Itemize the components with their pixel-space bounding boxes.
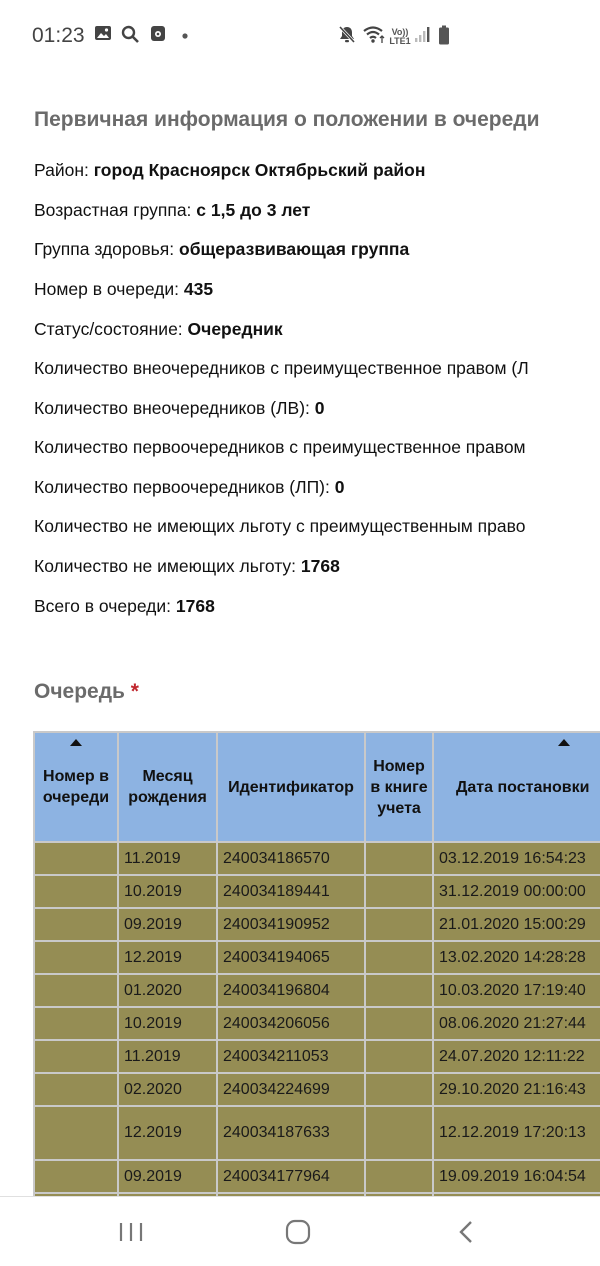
cell-queue-number (34, 974, 118, 1007)
cell-queue-number (34, 842, 118, 875)
info-value: город Красноярск Октябрьский район (93, 160, 426, 180)
table-row[interactable] (34, 1073, 600, 1106)
cell-identifier: 240034211053 (217, 1040, 365, 1073)
cell-identifier: 240034194065 (217, 941, 365, 974)
cell-book-number (365, 1160, 433, 1193)
cell-birth-month: 12.2019 (118, 941, 217, 974)
cell-birth-month: 01.2020 (118, 974, 217, 1007)
info-label: Номер в очереди: (34, 279, 184, 299)
cell-registration-date: 10.03.2020 17:19:40 (433, 974, 600, 1007)
column-header-label: Месяц рождения (128, 768, 207, 806)
table-row[interactable] (34, 1160, 600, 1193)
info-value: с 1,5 до 3 лет (196, 200, 311, 220)
info-row-lp-count (34, 477, 344, 498)
required-mark: * (130, 680, 139, 703)
cell-registration-date: 21.01.2020 15:00:29 (433, 908, 600, 941)
info-row-health-group (34, 239, 409, 260)
info-label: Район: (34, 160, 94, 180)
wifi-icon (362, 25, 386, 44)
info-row-lv-count (34, 398, 324, 419)
cell-birth-month: 12.2019 (118, 1106, 217, 1160)
cell-queue-number (34, 1040, 118, 1073)
cell-registration-date: 31.12.2019 00:00:00 (433, 875, 600, 908)
home-icon[interactable] (278, 1217, 318, 1247)
column-header-label: Идентификатор (228, 778, 354, 796)
table-row[interactable] (34, 1007, 600, 1040)
cell-registration-date: 24.07.2020 12:11:22 (433, 1040, 600, 1073)
cell-book-number (365, 908, 433, 941)
cell-queue-number (34, 1073, 118, 1106)
info-row-lv-priority (34, 358, 529, 379)
dot-icon (182, 33, 188, 39)
cell-identifier: 240034206056 (217, 1007, 365, 1040)
signal-icon (414, 25, 432, 43)
cell-book-number (365, 941, 433, 974)
cell-identifier: 240034196804 (217, 974, 365, 1007)
sort-up-icon (70, 739, 82, 746)
table-row[interactable] (34, 974, 600, 1007)
recent-apps-icon[interactable] (111, 1217, 151, 1247)
camera-icon (150, 25, 166, 42)
info-label: Количество первоочередников с преимущественное правом (34, 437, 526, 457)
search-icon (121, 25, 140, 44)
cell-book-number (365, 1040, 433, 1073)
cell-identifier: 240034186570 (217, 842, 365, 875)
cell-queue-number (34, 941, 118, 974)
cell-book-number (365, 1073, 433, 1106)
info-row-total (34, 596, 215, 617)
cell-birth-month: 02.2020 (118, 1073, 217, 1106)
cell-queue-number (34, 875, 118, 908)
info-label: Количество не имеющих льготу с преимущественным право (34, 516, 526, 536)
column-header-queue-number[interactable] (34, 732, 118, 842)
primary-info-title: Первичная информация о положении в очереди (34, 108, 540, 131)
info-value: Очередник (187, 319, 283, 339)
info-value: 0 (314, 398, 325, 418)
cell-registration-date: 19.09.2019 16:04:54 (433, 1160, 600, 1193)
table-row[interactable] (34, 941, 600, 974)
cell-identifier: 240034177964 (217, 1160, 365, 1193)
navigation-bar (0, 1196, 600, 1266)
info-row-no-benefit-count (34, 556, 340, 577)
info-row-lp-priority (34, 437, 526, 458)
image-icon (94, 25, 112, 41)
info-label: Группа здоровья: (34, 239, 179, 259)
info-value: 1768 (175, 596, 215, 616)
info-row-no-benefit-priority (34, 516, 525, 537)
cell-birth-month: 10.2019 (118, 875, 217, 908)
info-row-district (34, 160, 425, 181)
info-label: Возрастная группа: (34, 200, 197, 220)
cell-queue-number (34, 1007, 118, 1040)
info-row-age-group (34, 200, 310, 221)
column-header-label: Номер в книге учета (370, 757, 428, 817)
cell-birth-month: 11.2019 (118, 842, 217, 875)
cell-birth-month: 09.2019 (118, 1160, 217, 1193)
info-label: Статус/состояние: (34, 319, 188, 339)
cell-book-number (365, 1007, 433, 1040)
mute-icon (338, 25, 356, 44)
table-header-row (34, 732, 600, 842)
info-row-queue-number (34, 279, 213, 300)
cell-queue-number (34, 1160, 118, 1193)
column-header-book-number[interactable] (365, 732, 433, 842)
status-time: 01:23 (32, 24, 85, 47)
column-header-identifier[interactable] (217, 732, 365, 842)
cell-queue-number (34, 1106, 118, 1160)
cell-book-number (365, 1106, 433, 1160)
cell-registration-date: 12.12.2019 17:20:13 (433, 1106, 600, 1160)
cell-identifier: 240034189441 (217, 875, 365, 908)
cell-identifier: 240034187633 (217, 1106, 365, 1160)
info-label: Количество внеочередников (ЛВ): (34, 398, 315, 418)
cell-birth-month: 11.2019 (118, 1040, 217, 1073)
status-bar (0, 0, 600, 74)
info-row-status (34, 319, 283, 340)
cell-birth-month: 10.2019 (118, 1007, 217, 1040)
queue-title (34, 680, 139, 704)
column-header-registration-date[interactable] (433, 732, 600, 842)
cell-birth-month: 09.2019 (118, 908, 217, 941)
info-value: общеразвивающая группа (179, 239, 410, 259)
cell-registration-date: 03.12.2019 16:54:23 (433, 842, 600, 875)
table-row[interactable] (34, 1040, 600, 1073)
info-label: Всего в очереди: (34, 596, 176, 616)
column-header-label: Дата постановки (456, 778, 590, 796)
table-row[interactable] (34, 875, 600, 908)
back-icon[interactable] (446, 1217, 486, 1247)
battery-icon (438, 25, 450, 45)
table-row[interactable] (34, 842, 600, 875)
cell-registration-date: 08.06.2020 21:27:44 (433, 1007, 600, 1040)
queue-table (33, 731, 600, 1196)
sort-up-icon (558, 739, 570, 746)
column-header-birth-month[interactable] (118, 732, 217, 842)
table-row[interactable] (34, 1106, 600, 1160)
cell-identifier: 240034224699 (217, 1073, 365, 1106)
cell-book-number (365, 842, 433, 875)
cell-book-number (365, 875, 433, 908)
info-value: 0 (334, 477, 345, 497)
info-value: 435 (183, 279, 214, 299)
info-label: Количество внеочередников с преимущественное правом (Л (34, 358, 529, 378)
column-header-label: Номер в очереди (42, 768, 110, 806)
cell-registration-date: 13.02.2020 14:28:28 (433, 941, 600, 974)
cell-identifier: 240034190952 (217, 908, 365, 941)
cell-book-number (365, 974, 433, 1007)
table-row[interactable] (34, 908, 600, 941)
cell-registration-date: 29.10.2020 21:16:43 (433, 1073, 600, 1106)
queue-title-text: Очередь (34, 680, 125, 703)
info-value: 1768 (300, 556, 340, 576)
info-label: Количество не имеющих льготу: (34, 556, 301, 576)
info-label: Количество первоочередников (ЛП): (34, 477, 335, 497)
content-area[interactable] (0, 74, 600, 1196)
cell-queue-number (34, 908, 118, 941)
lte-label: Vo)) LTE1 (389, 27, 411, 46)
